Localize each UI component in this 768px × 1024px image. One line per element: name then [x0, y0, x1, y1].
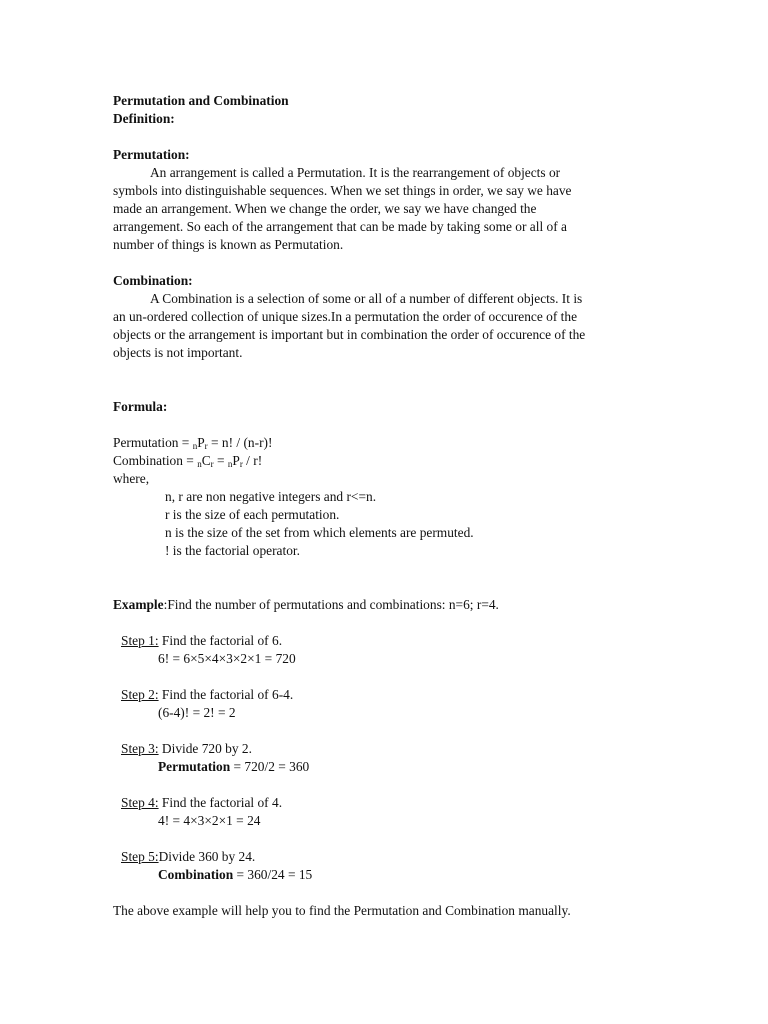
where-label: where,	[113, 471, 150, 486]
doc-title: Permutation and Combination	[113, 93, 289, 108]
step-value	[113, 866, 673, 884]
step-text: Find the factorial of 6-4.	[158, 687, 294, 702]
step-text: Divide 360 by 24.	[158, 849, 256, 864]
formula-symbol: C	[201, 453, 211, 468]
formula-subscript: r	[210, 459, 214, 469]
step-value-bold: Combination	[158, 867, 234, 882]
step-value	[113, 704, 673, 722]
document-page	[113, 92, 673, 920]
step-text: Divide 720 by 2.	[158, 741, 252, 756]
combination-heading: Combination:	[113, 273, 193, 288]
where-item: r is the size of each permutation.	[165, 507, 340, 522]
step-label: Step 1:	[121, 633, 159, 648]
formula-subscript: n	[192, 441, 198, 451]
permutation-heading: Permutation:	[113, 147, 190, 162]
permutation-paragraph-line: made an arrangement. When we change the order, we say we have changed the	[113, 201, 537, 216]
step-line	[113, 794, 673, 812]
step-label: Step 2:	[121, 687, 159, 702]
permutation-paragraph-line: symbols into distinguishable sequences. When we set things in order, we say we have	[113, 183, 572, 198]
formula-symbol: P	[197, 435, 205, 450]
formula-combination	[113, 452, 673, 470]
combination-paragraph-line: objects is not important.	[113, 345, 243, 360]
step-line	[113, 740, 673, 758]
step-line	[113, 848, 673, 866]
formula-text: =	[213, 453, 228, 468]
where-item: n, r are non negative integers and r<=n.	[165, 489, 377, 504]
definition-heading: Definition:	[113, 111, 175, 126]
formula-heading: Formula:	[113, 399, 168, 414]
formula-text: Permutation =	[113, 435, 193, 450]
step-text: Find the factorial of 6.	[158, 633, 283, 648]
closing-text: The above example will help you to find the Permutation and Combination manually.	[113, 903, 571, 918]
formula-subscript: r	[204, 441, 208, 451]
where-item: ! is the factorial operator.	[165, 543, 300, 558]
step-line	[113, 686, 673, 704]
example-text: :Find the number of permutations and combinations: n=6; r=4.	[163, 597, 499, 612]
step-text: Find the factorial of 4.	[158, 795, 283, 810]
combination-paragraph-line: objects or the arrangement is important but in combination the order of occurence of the	[113, 327, 586, 342]
formula-subscript: n	[197, 459, 202, 469]
example-label: Example	[113, 597, 164, 612]
step-value-bold: Permutation	[158, 759, 231, 774]
step-value-text: = 720/2 = 360	[230, 759, 310, 774]
example-line	[113, 596, 673, 614]
step-value-text: 4! = 4×3×2×1 = 24	[158, 813, 261, 828]
formula-text: = n! / (n-r)!	[207, 435, 273, 450]
formula-subscript: n	[227, 459, 233, 469]
permutation-paragraph-line: An arrangement is called a Permutation. It is the rearrangement of objects or	[150, 165, 561, 180]
step-value	[113, 650, 673, 668]
formula-text: Combination =	[113, 453, 198, 468]
step-value-text: 6! = 6×5×4×3×2×1 = 720	[158, 651, 296, 666]
combination-paragraph-line: an un-ordered collection of unique sizes.In a permutation the order of occurence of the	[113, 309, 578, 324]
formula-permutation	[113, 434, 673, 452]
step-value-text: (6-4)! = 2! = 2	[158, 705, 236, 720]
step-value	[113, 812, 673, 830]
formula-symbol: P	[232, 453, 240, 468]
step-label: Step 5:	[121, 849, 159, 864]
step-label: Step 4:	[121, 795, 159, 810]
combination-paragraph-line: A Combination is a selection of some or all of a number of different objects. It is	[150, 291, 583, 306]
step-line	[113, 632, 673, 650]
step-value	[113, 758, 673, 776]
step-label: Step 3:	[121, 741, 159, 756]
where-item: n is the size of the set from which elements are permuted.	[165, 525, 474, 540]
permutation-paragraph-line: arrangement. So each of the arrangement that can be made by taking some or all of a	[113, 219, 567, 234]
formula-text: / r!	[242, 453, 263, 468]
step-value-text: = 360/24 = 15	[233, 867, 313, 882]
permutation-paragraph-line: number of things is known as Permutation.	[113, 237, 344, 252]
formula-subscript: r	[239, 459, 243, 469]
